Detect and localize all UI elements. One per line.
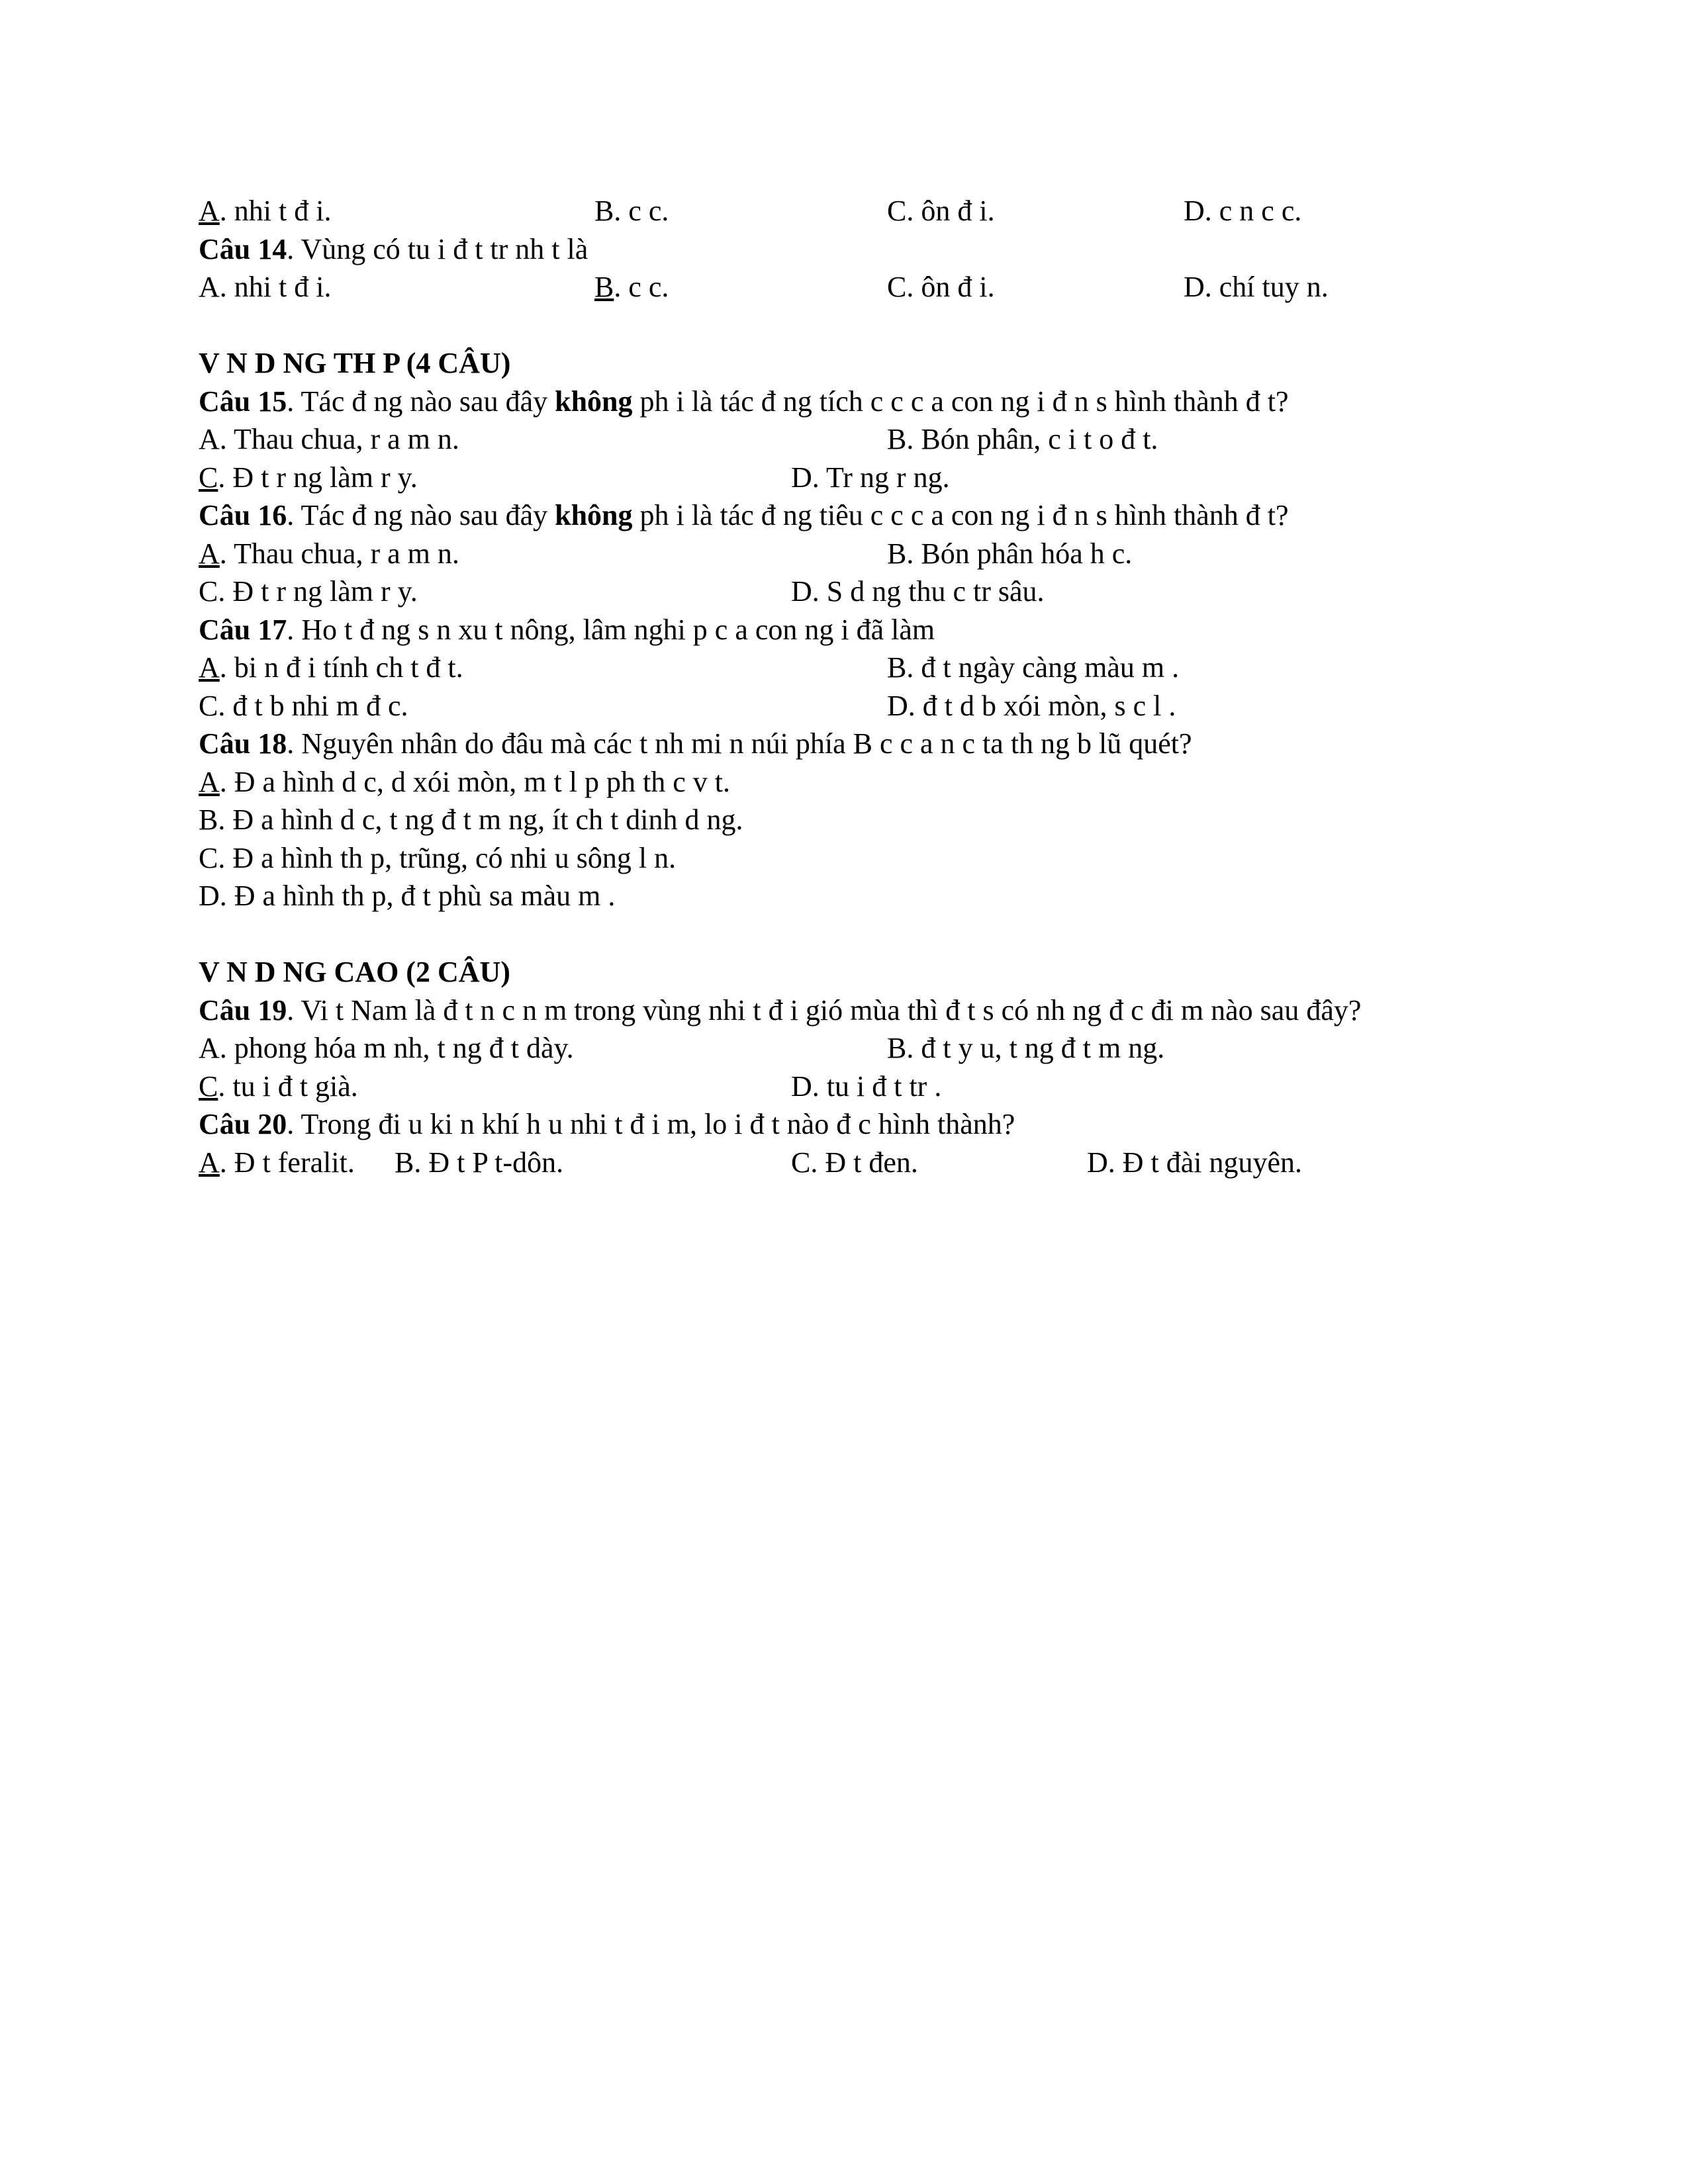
q18-option-d: D. Đ a hình th p, đ t phù sa màu m . xyxy=(199,880,616,912)
q13-option-a: A. nhi t đ i. xyxy=(199,195,332,227)
emphasis-not: không xyxy=(555,499,633,531)
q17-stem: Câu 17. Ho t đ ng s n xu t nông, lâm nghi p c a con ng i đã làm xyxy=(199,613,935,646)
q16-options-cd xyxy=(199,572,1688,611)
q13-option-c: C. ôn đ i. xyxy=(887,195,995,227)
question-number: Câu 20 xyxy=(199,1108,287,1140)
q13-options xyxy=(199,192,1688,230)
q14-option-b: B. c c. xyxy=(594,271,669,303)
q15-option-c: C. Đ t r ng làm r y. xyxy=(199,461,418,494)
q20-option-c: C. Đ t đen. xyxy=(791,1146,918,1179)
q13-option-b: B. c c. xyxy=(594,195,669,227)
q15-options-cd xyxy=(199,459,1688,497)
q18-option-b: B. Đ a hình d c, t ng đ t m ng, ít ch t dinh d ng. xyxy=(199,803,743,836)
question-number: Câu 15 xyxy=(199,385,287,418)
q14-option-a: A. nhi t đ i. xyxy=(199,271,332,303)
q14-options xyxy=(199,268,1688,306)
q19-options-cd xyxy=(199,1068,1688,1106)
answer-key-letter: A xyxy=(199,765,220,798)
question-number: Câu 18 xyxy=(199,727,287,760)
q20-option-a: A. Đ t feralit. xyxy=(199,1146,355,1179)
q18-option-c: C. Đ a hình th p, trũng, có nhi u sông l n. xyxy=(199,841,677,874)
question-number: Câu 17 xyxy=(199,613,287,646)
section-heading-low-application: V N D NG TH P (4 CÂU) xyxy=(199,347,511,379)
q17-option-c: C. đ t b nhi m đ c. xyxy=(199,689,408,722)
q16-option-d: D. S d ng thu c tr sâu. xyxy=(791,575,1045,608)
q15-option-b: B. Bón phân, c i t o đ t. xyxy=(887,423,1158,455)
q15-options-ab xyxy=(199,420,1688,459)
answer-key-letter: C xyxy=(199,461,218,494)
q19-option-a: A. phong hóa m nh, t ng đ t dày. xyxy=(199,1032,574,1064)
q16-option-b: B. Bón phân hóa h c. xyxy=(887,537,1133,570)
q20-option-d: D. Đ t đài nguyên. xyxy=(1087,1146,1303,1179)
q15-option-d: D. Tr ng r ng. xyxy=(791,461,950,494)
q19-stem: Câu 19. Vi t Nam là đ t n c n m trong vùng nhi t đ i gió mùa thì đ t s có nh ng đ c đi m nào sau đây? xyxy=(199,993,1362,1026)
q16-stem: Câu 16. Tác đ ng nào sau đây không ph i là tác đ ng tiêu c c c a con ng i đ n s hình thành đ t? xyxy=(199,499,1289,531)
question-number: Câu 16 xyxy=(199,499,287,531)
document-page xyxy=(199,192,1688,1181)
question-number: Câu 14 xyxy=(199,232,287,265)
answer-key-letter: C xyxy=(199,1069,218,1103)
q17-option-b: B. đ t ngày càng màu m . xyxy=(887,651,1180,684)
answer-key-letter: A xyxy=(199,1146,220,1179)
q13-option-d: D. c n c c. xyxy=(1184,195,1302,227)
emphasis-not: không xyxy=(555,385,633,418)
q17-option-a: A. bi n đ i tính ch t đ t. xyxy=(199,651,463,684)
q20-stem: Câu 20. Trong đi u ki n khí h u nhi t đ i m, lo i đ t nào đ c hình thành? xyxy=(199,1108,1015,1140)
q14-option-d: D. chí tuy n. xyxy=(1184,271,1329,303)
q16-option-c: C. Đ t r ng làm r y. xyxy=(199,575,418,608)
question-number: Câu 19 xyxy=(199,993,287,1026)
section-heading-high-application: V N D NG CAO (2 CÂU) xyxy=(199,956,510,988)
q19-options-ab xyxy=(199,1029,1688,1068)
q16-option-a: A. Thau chua, r a m n. xyxy=(199,537,459,570)
q14-stem xyxy=(199,230,1688,269)
q18-option-a: A. Đ a hình d c, d xói mòn, m t l p ph th c v t. xyxy=(199,765,730,798)
q20-options xyxy=(199,1144,1688,1182)
q19-option-b: B. đ t y u, t ng đ t m ng. xyxy=(887,1032,1165,1064)
q17-options-ab xyxy=(199,649,1688,687)
q19-option-d: D. tu i đ t tr . xyxy=(791,1069,942,1103)
q15-option-a: A. Thau chua, r a m n. xyxy=(199,423,459,455)
question-text: . Vùng có tu i đ t tr nh t là xyxy=(287,232,588,265)
q19-option-c: C. tu i đ t già. xyxy=(199,1069,358,1103)
answer-key-letter: A xyxy=(199,537,220,570)
q15-stem: Câu 15. Tác đ ng nào sau đây không ph i là tác đ ng tích c c c a con ng i đ n s hình thành đ t? xyxy=(199,385,1289,418)
q17-options-cd xyxy=(199,687,1688,725)
answer-key-letter: B xyxy=(594,271,614,303)
answer-key-letter: A xyxy=(199,195,220,227)
q18-stem: Câu 18. Nguyên nhân do đâu mà các t nh mi n núi phía B c c a n c ta th ng b lũ quét? xyxy=(199,727,1192,760)
answer-key-letter: A xyxy=(199,651,220,684)
q14-option-c: C. ôn đ i. xyxy=(887,271,995,303)
q17-option-d: D. đ t d b xói mòn, s c l . xyxy=(887,689,1176,722)
q20-option-b: B. Đ t P t-dôn. xyxy=(395,1146,564,1179)
q16-options-ab xyxy=(199,535,1688,573)
